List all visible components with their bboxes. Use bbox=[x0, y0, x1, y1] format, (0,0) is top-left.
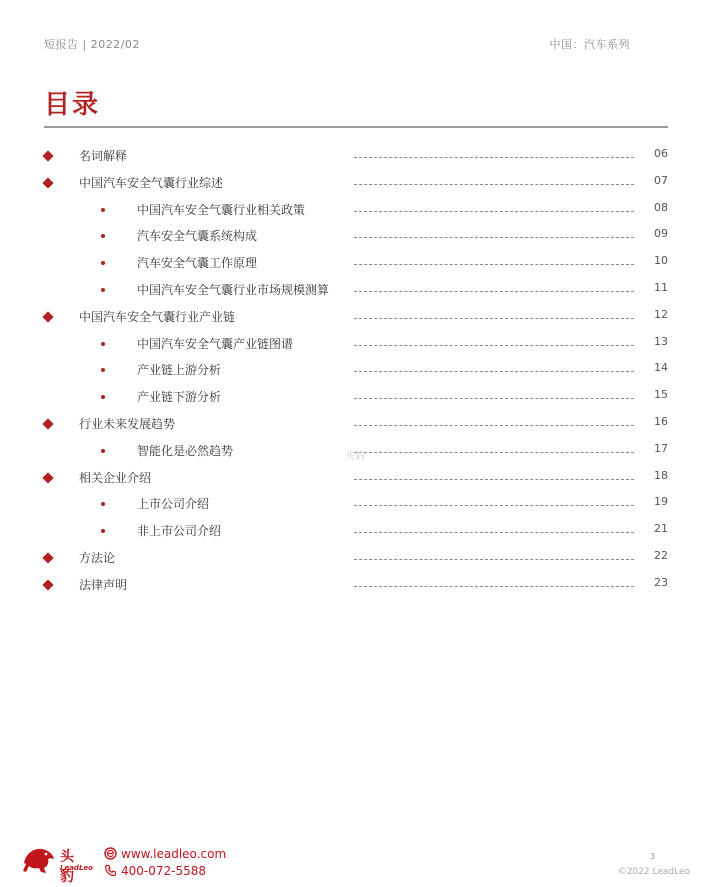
diamond-bullet-icon bbox=[42, 177, 53, 188]
title-divider bbox=[44, 126, 668, 128]
dot-bullet-icon bbox=[101, 261, 105, 265]
toc-entry-page: 10 bbox=[654, 254, 668, 268]
toc-leader-line bbox=[354, 505, 634, 506]
toc-entry-page: 13 bbox=[654, 334, 668, 348]
toc-leader-line bbox=[354, 318, 634, 319]
toc-leader-line bbox=[354, 211, 634, 212]
diamond-bullet-icon bbox=[42, 552, 53, 563]
toc-entry-label: 行业未来发展趋势 bbox=[79, 416, 176, 431]
dot-bullet-icon bbox=[101, 208, 105, 212]
website-row bbox=[104, 845, 226, 862]
toc-entry[interactable] bbox=[0, 467, 710, 494]
page-title: 目录 bbox=[44, 90, 101, 120]
toc-entry-page: 18 bbox=[654, 468, 668, 482]
toc-leader-line bbox=[354, 371, 634, 372]
toc-entry-page: 14 bbox=[654, 361, 668, 375]
toc-entry-label: 产业链上游分析 bbox=[137, 363, 222, 378]
toc-entry[interactable] bbox=[0, 359, 710, 386]
toc-entry-label: 方法论 bbox=[79, 550, 116, 565]
toc-entry[interactable] bbox=[0, 493, 710, 520]
toc-entry[interactable] bbox=[0, 520, 710, 547]
toc-leader-line bbox=[354, 398, 634, 399]
dot-bullet-icon bbox=[101, 234, 105, 238]
diamond-bullet-icon bbox=[42, 579, 53, 590]
toc-entry-page: 08 bbox=[654, 200, 668, 214]
toc-entry-label: 中国汽车安全气囊行业相关政策 bbox=[137, 202, 306, 217]
logo-english-name: LeadLeo bbox=[60, 864, 93, 872]
toc-entry[interactable] bbox=[0, 306, 710, 333]
toc-entry-label: 非上市公司介绍 bbox=[137, 524, 222, 539]
toc-leader-line bbox=[354, 237, 634, 238]
toc-entry-page: 21 bbox=[654, 522, 668, 536]
toc-entry-label: 法律声明 bbox=[79, 577, 128, 592]
toc-entry[interactable] bbox=[0, 252, 710, 279]
toc-entry[interactable] bbox=[0, 386, 710, 413]
toc-entry-page: 12 bbox=[654, 307, 668, 321]
toc-entry-label: 产业链下游分析 bbox=[137, 390, 222, 405]
toc-entry-page: 06 bbox=[654, 147, 668, 160]
toc-leader-line bbox=[354, 479, 634, 480]
page-number: 3 bbox=[650, 852, 656, 861]
toc-entry-page: 15 bbox=[654, 388, 668, 402]
toc-leader-line bbox=[354, 532, 634, 533]
toc-entry-page: 09 bbox=[654, 227, 668, 241]
dot-bullet-icon bbox=[101, 288, 105, 292]
toc-leader-line bbox=[354, 291, 634, 292]
copyright: ©2022 LeadLeo bbox=[617, 867, 690, 877]
toc-leader-line bbox=[354, 264, 634, 265]
toc-entry[interactable] bbox=[0, 413, 710, 440]
toc-entry-label: 名词解释 bbox=[79, 149, 128, 163]
header-report-info: 短报告 | 2022/02 bbox=[44, 38, 140, 51]
toc-entry-label: 相关企业介绍 bbox=[79, 470, 152, 485]
diamond-bullet-icon bbox=[42, 472, 53, 483]
phone-icon bbox=[104, 864, 117, 877]
dot-bullet-icon bbox=[101, 502, 105, 506]
website-link[interactable]: www.leadleo.com bbox=[121, 846, 227, 861]
toc-entry-label: 中国汽车安全气囊产业链图谱 bbox=[137, 336, 294, 351]
toc-entry-label: 中国汽车安全气囊行业综述 bbox=[79, 175, 224, 190]
toc-leader-line bbox=[354, 586, 634, 587]
toc-leader-line bbox=[354, 345, 634, 346]
toc-entry-page: 17 bbox=[654, 441, 668, 455]
toc-entry-page: 23 bbox=[654, 575, 668, 589]
toc-entry-label: 汽车安全气囊工作原理 bbox=[137, 256, 258, 271]
toc-entry-label: 中国汽车安全气囊行业市场规模测算 bbox=[137, 282, 330, 297]
toc-entry-label: 智能化是必然趋势 bbox=[137, 443, 234, 458]
toc-entry-label: 上市公司介绍 bbox=[137, 497, 210, 512]
toc-leader-line bbox=[354, 157, 634, 158]
phone-row bbox=[104, 862, 226, 879]
table-of-contents bbox=[0, 145, 710, 601]
toc-entry[interactable] bbox=[0, 145, 710, 172]
leadleo-logo bbox=[22, 843, 93, 885]
diamond-bullet-icon bbox=[42, 311, 53, 322]
toc-entry-label: 中国汽车安全气囊行业产业链 bbox=[79, 309, 236, 324]
watermark: 头豹 bbox=[345, 451, 365, 462]
toc-entry[interactable] bbox=[0, 333, 710, 360]
dot-bullet-icon bbox=[101, 368, 105, 372]
leopard-logo-icon bbox=[22, 845, 56, 875]
dot-bullet-icon bbox=[101, 342, 105, 346]
toc-entry-page: 07 bbox=[654, 173, 668, 187]
toc-leader-line bbox=[354, 559, 634, 560]
contact-info bbox=[104, 845, 226, 879]
diamond-bullet-icon bbox=[42, 418, 53, 429]
logo-chinese-name: 头豹 bbox=[60, 849, 75, 885]
toc-entry[interactable] bbox=[0, 574, 710, 601]
globe-e-icon bbox=[104, 847, 117, 860]
phone-number: 400-072-5588 bbox=[121, 863, 207, 878]
toc-entry[interactable] bbox=[0, 547, 710, 574]
dot-bullet-icon bbox=[101, 449, 105, 453]
toc-entry[interactable] bbox=[0, 199, 710, 226]
toc-leader-line bbox=[354, 425, 634, 426]
toc-entry[interactable] bbox=[0, 225, 710, 252]
toc-entry-page: 19 bbox=[654, 495, 668, 509]
header-series: 中国：汽车系列 bbox=[549, 38, 630, 51]
toc-entry-page: 11 bbox=[654, 280, 668, 294]
dot-bullet-icon bbox=[101, 395, 105, 399]
diamond-bullet-icon bbox=[42, 150, 53, 161]
toc-entry-label: 汽车安全气囊系统构成 bbox=[137, 229, 258, 244]
toc-entry[interactable] bbox=[0, 279, 710, 306]
toc-entry-page: 16 bbox=[654, 414, 668, 428]
toc-entry-page: 22 bbox=[654, 548, 668, 562]
toc-leader-line bbox=[354, 184, 634, 185]
dot-bullet-icon bbox=[101, 529, 105, 533]
toc-leader-line bbox=[354, 452, 634, 453]
toc-entry[interactable] bbox=[0, 172, 710, 199]
